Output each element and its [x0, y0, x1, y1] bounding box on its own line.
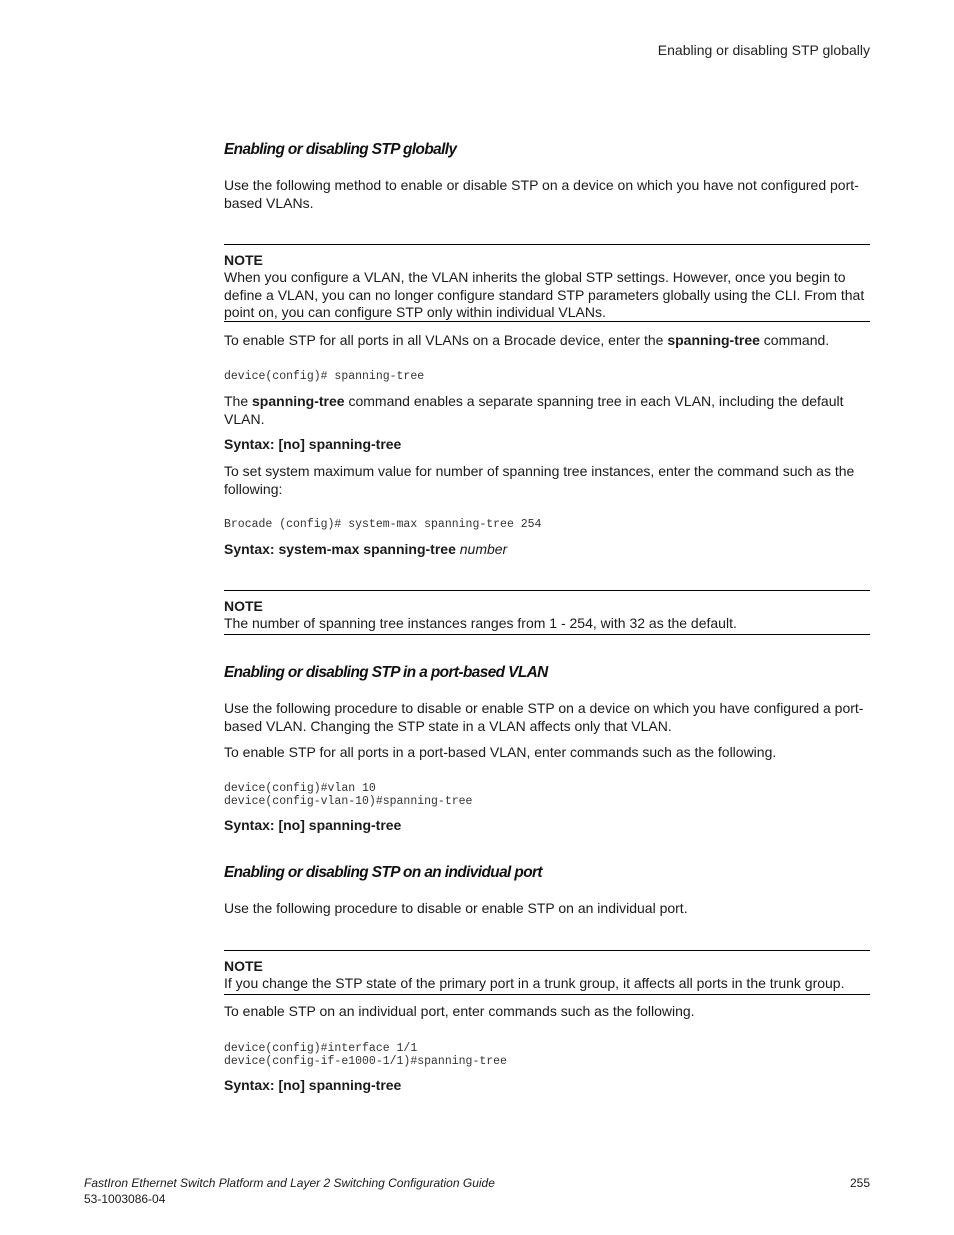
code-example: Brocade (config)# system-max spanning-tree 254 — [224, 518, 542, 531]
syntax-line: Syntax: [no] spanning-tree — [224, 1077, 402, 1093]
syntax-line: Syntax: [no] spanning-tree — [224, 817, 402, 833]
section-heading-stp-globally: Enabling or disabling STP globally — [224, 141, 457, 158]
note-text: The number of spanning tree instances ranges from 1 - 254, with 32 as the default. — [224, 615, 737, 631]
note-label: NOTE — [224, 252, 263, 268]
command-name: spanning-tree — [667, 332, 760, 348]
page-number: 255 — [849, 1176, 870, 1190]
paragraph: To set system maximum value for number of spanning tree instances, enter the command such as the following: — [224, 463, 855, 497]
syntax-line: Syntax: system-max spanning-tree number — [224, 541, 508, 557]
note-box — [224, 950, 870, 995]
paragraph: To enable STP for all ports in a port-based VLAN, enter commands such as the following. — [224, 744, 777, 760]
note-text: When you configure a VLAN, the VLAN inherits the global STP settings. However, once you begin to define a VLAN, you can no longer configure standard STP parameters globally using the CLI. From that point on, you can configure STP only within individual VLANs. — [224, 269, 865, 320]
running-header: Enabling or disabling STP globally — [657, 42, 870, 58]
note-text: If you change the STP state of the primary port in a trunk group, it affects all ports in the trunk group. — [224, 975, 845, 991]
paragraph: Use the following procedure to disable or enable STP on a device on which you have configured a port-based VLAN. Changing the STP state in a VLAN affects only that VLAN. — [224, 700, 864, 734]
section-heading-port-based-vlan: Enabling or disabling STP in a port-based VLAN — [224, 664, 548, 681]
paragraph: To enable STP for all ports in all VLANs on a Brocade device, enter the spanning-tree command. — [224, 332, 830, 348]
footer-title: FastIron Ethernet Switch Platform and Layer 2 Switching Configuration Guide — [84, 1176, 495, 1190]
note-box — [224, 244, 870, 322]
note-label: NOTE — [224, 598, 263, 614]
syntax-argument: number — [459, 541, 508, 557]
command-name: spanning-tree — [252, 393, 345, 409]
paragraph: The spanning-tree command enables a separate spanning tree in each VLAN, including the default VLAN. — [224, 393, 844, 427]
footer-doc-id: 53-1003086-04 — [84, 1192, 166, 1206]
paragraph: Use the following procedure to disable or enable STP on an individual port. — [224, 900, 688, 916]
section-heading-individual-port: Enabling or disabling STP on an individual port — [224, 864, 542, 881]
note-label: NOTE — [224, 958, 263, 974]
paragraph: Use the following method to enable or disable STP on a device on which you have not configured port-based VLANs. — [224, 177, 859, 211]
code-example: device(config)#interface 1/1 device(config-if-e1000-1/1)#spanning-tree — [224, 1042, 507, 1068]
code-example: device(config)#vlan 10 device(config-vlan-10)#spanning-tree — [224, 782, 473, 808]
code-example: device(config)# spanning-tree — [224, 370, 425, 383]
note-box — [224, 590, 870, 635]
syntax-line: Syntax: [no] spanning-tree — [224, 436, 402, 452]
paragraph: To enable STP on an individual port, enter commands such as the following. — [224, 1003, 695, 1019]
